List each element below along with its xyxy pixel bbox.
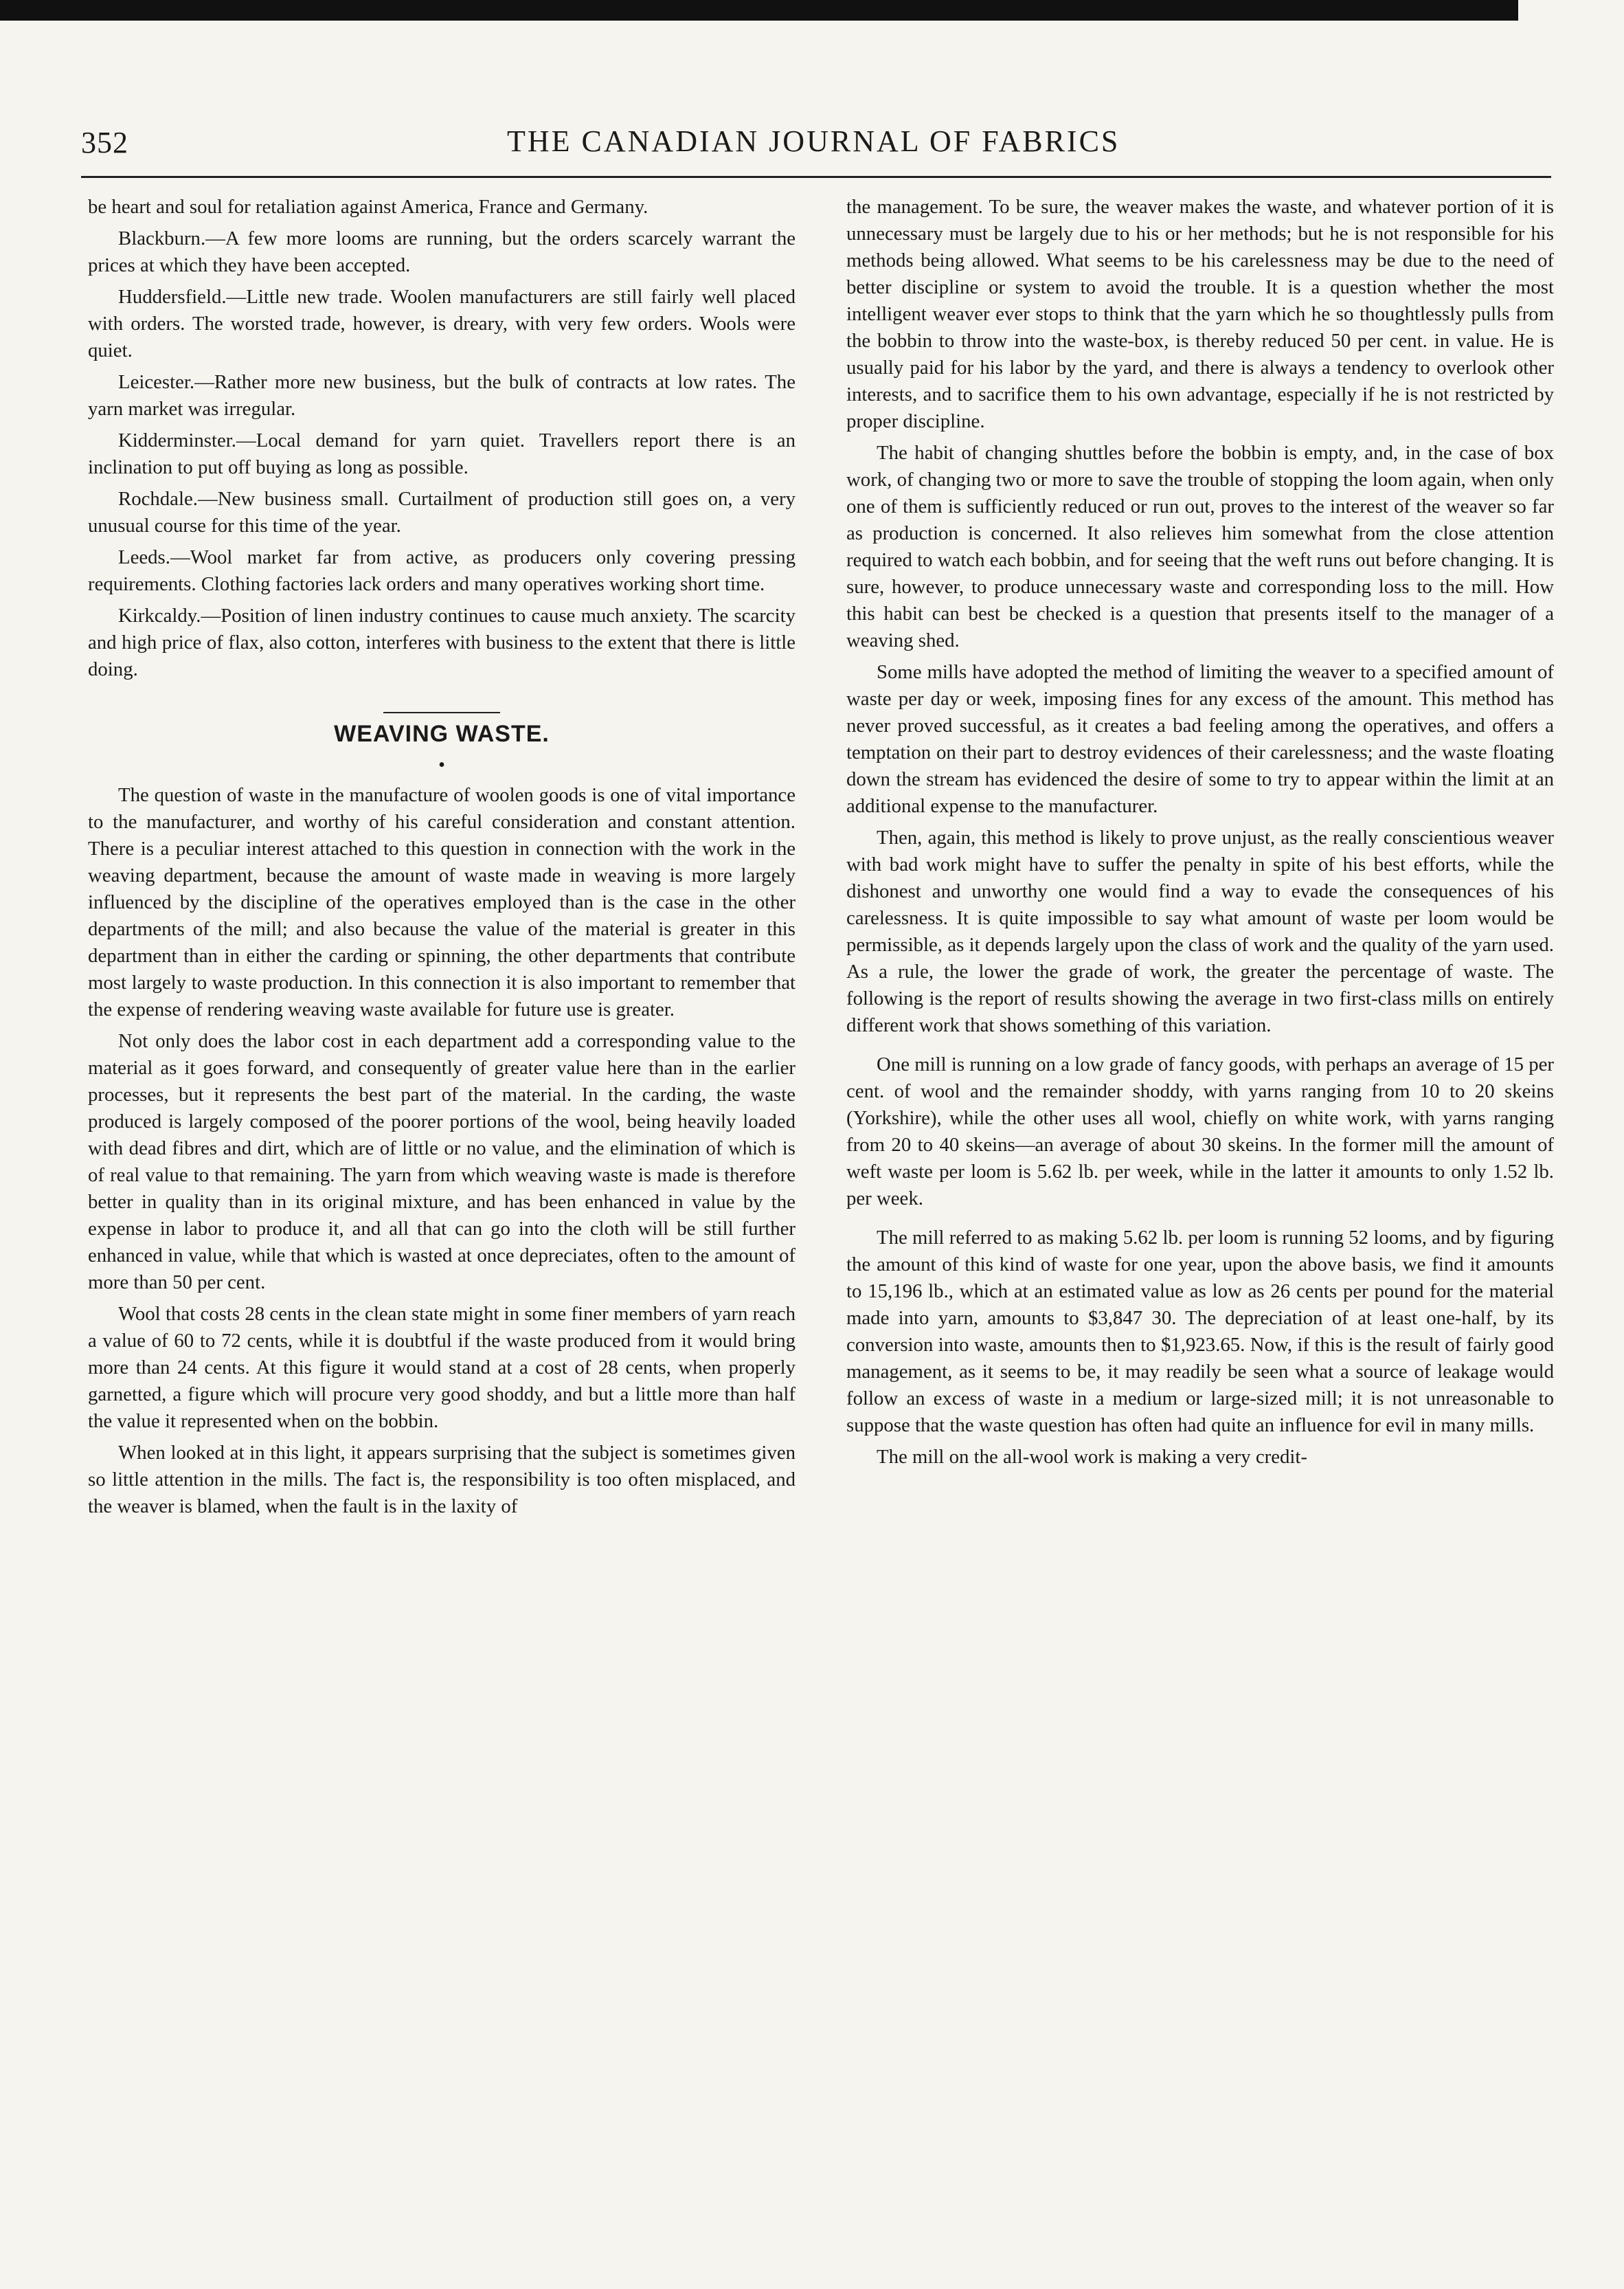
paragraph: Then, again, this method is likely to prove unjust, as the really conscientious weaver with bad work might have to suffer the penalty in spite of his best efforts, while the dishonest and unworthy one would find a way to evade the consequences of his carelessness. It is quite impossible to say what amount of waste per loom would be permissible, as it depends largely upon the class of work and the quality of the yarn used. As a rule, the lower the grade of work, the greater the percentage of waste. The following is the report of results showing the average in two first-class mills on entirely different work that shows something of this variation. [846, 827, 1554, 1036]
paragraph: The question of waste in the manufacture of woolen goods is one of vital importance to the manufacturer, and worthy of his careful consideration and constant attention. There is a peculiar interest attached to this question in connection with the work in the weaving department, because the amount of waste made in weaving is more largely influenced by the discipline of the operatives employed than is the case in the other departments of the mill; and also because the value of the material is greater in this department than in either the carding or spinning, the other departments that contribute most largely to waste production. In this connection it is also important to remember that the expense of rendering weaving waste available for future use is greater. [88, 784, 796, 1020]
paragraph: Huddersfield.—Little new trade. Woolen manufacturers are still fairly well placed with orders. The worsted trade, however, is dreary, with very few orders. Wools were quiet. [88, 286, 796, 361]
paragraph: The mill referred to as making 5.62 lb. per loom is running 52 looms, and by figuring the amount of this kind of waste for one year, upon the above basis, we find it amounts to 15,196 lb., which at an estimated value as low as 26 cents per pound for the material made into yarn, amounts to $3,847 30. The depreciation of at least one-half, by its conversion into waste, amounts then to $1,923.65. Now, if this is the result of fairly good management, as it seems to be, it may readily be seen what a source of leakage would follow an excess of waste in a medium or large-sized mill; it is not unreasonable to suppose that the waste question has often had quite an influence for evil in many mills. [846, 1227, 1554, 1436]
paragraph: Leicester.—Rather more new business, but the bulk of contracts at low rates. The yarn market was irregular. [88, 371, 796, 420]
page-number: 352 [81, 126, 128, 159]
paragraph: be heart and soul for retaliation against America, France and Germany. [88, 196, 649, 218]
paragraph: Some mills have adopted the method of limiting the weaver to a specified amount of waste per day or week, imposing fines for any excess of the amount. This method has never proved successful, as it creates a bad feeling among the operatives, and offers a temptation on their part to destroy evidences of their carelessness; and the waste floating down the stream has evidenced the desire of some to try to appear within the limit at an additional expense to the manufacturer. [846, 661, 1554, 817]
page-header [81, 124, 1551, 165]
header-rule [81, 176, 1551, 178]
paragraph: Blackburn.—A few more looms are running, but the orders scarcely warrant the prices at which they have been accepted. [88, 227, 796, 276]
journal-title: THE CANADIAN JOURNAL OF FABRICS [507, 124, 1120, 158]
paragraph: The mill on the all-wool work is making a very credit- [877, 1446, 1307, 1468]
heading-dot: • [438, 755, 445, 776]
paragraph: Wool that costs 28 cents in the clean state might in some finer members of yarn reach a value of 60 to 72 cents, while it is doubtful if the waste produced from it would bring more than 24 cents. At this figure it would stand at a cost of 28 cents, when properly garnetted, a figure which will procure very good shoddy, and but a little more than half the value it represented when on the bobbin. [88, 1303, 796, 1432]
paragraph: Not only does the labor cost in each department add a corresponding value to the material as it goes forward, and consequently of greater value here than in the earlier processes, but it represents the best part of the material. In the carding, the waste produced is largely composed of the poorer portions of the wool, being heavily loaded with dead fibres and dirt, which are of little or no value, and the elimination of which is of real value to that remaining. The yarn from which weaving waste is made is therefore better in quality than in its original mixture, and has been enhanced in value by the expense in labor to produce it, and all that can go into the cloth will be still further enhanced in value, while that which is wasted at once depreciates, often to the amount of more than 50 per cent. [88, 1030, 796, 1293]
paragraph: the management. To be sure, the weaver makes the waste, and whatever portion of it is unnecessary must be largely due to his or her methods; but he is not responsible for his methods being allowed. What seems to be his carelessness may be due to the need of better discipline or system to avoid the trouble. It is a question whether the most intelligent weaver ever stops to think that the yarn which he so thoughtlessly pulls from the bobbin to throw into the waste-box, is thereby reduced 50 per cent. in value. He is usually paid for his labor by the yard, and there is always a tendency to overlook other interests, and to sacrifice them to his own advantage, especially if he is not restricted by proper discipline. [846, 196, 1554, 432]
paragraph: Leeds.—Wool market far from active, as producers only covering pressing requirements. Clothing factories lack orders and many operatives working short time. [88, 546, 796, 595]
paragraph: The habit of changing shuttles before the bobbin is empty, and, in the case of box work, of changing two or more to save the trouble of stopping the loom again, when only one of them is sufficiently reduced or run out, proves to the interest of the weaver so far as production is concerned. It also relieves him somewhat from the close attention required to watch each bobbin, and for seeing that the weft runs out before changing. It is sure, however, to produce unnecessary waste and corresponding loss to the mill. How this habit can best be checked is a question that presents itself to the manager of a weaving shed. [846, 442, 1554, 651]
paragraph: Kirkcaldy.—Position of linen industry continues to cause much anxiety. The scarcity and high price of flax, also cotton, interferes with business to the extent that there is little doing. [88, 605, 796, 680]
paragraph: When looked at in this light, it appears surprising that the subject is sometimes given so little attention in the mills. The fact is, the responsibility is too often misplaced, and the weaver is blamed, when the fault is in the laxity of [88, 1442, 796, 1517]
heading-rule [383, 712, 500, 713]
top-border-bar [0, 0, 1518, 21]
paragraph: One mill is running on a low grade of fancy goods, with perhaps an average of 15 per cent. of wool and the remainder shoddy, with yarns ranging from 10 to 20 skeins (Yorkshire), while the other uses all wool, chiefly on white work, with yarns ranging from 20 to 40 skeins—an average of about 30 skeins. In the former mill the amount of weft waste per loom is 5.62 lb. per week, while in the latter it amounts to only 1.52 lb. per week. [846, 1053, 1554, 1209]
right-column [846, 194, 1554, 1475]
paragraph: Kidderminster.—Local demand for yarn quiet. Travellers report there is an inclination to put off buying as long as possible. [88, 429, 796, 478]
article-heading: WEAVING WASTE. [334, 721, 550, 747]
left-column [88, 194, 796, 1525]
paragraph: Rochdale.—New business small. Curtailment of production still goes on, a very unusual course for this time of the year. [88, 488, 796, 537]
